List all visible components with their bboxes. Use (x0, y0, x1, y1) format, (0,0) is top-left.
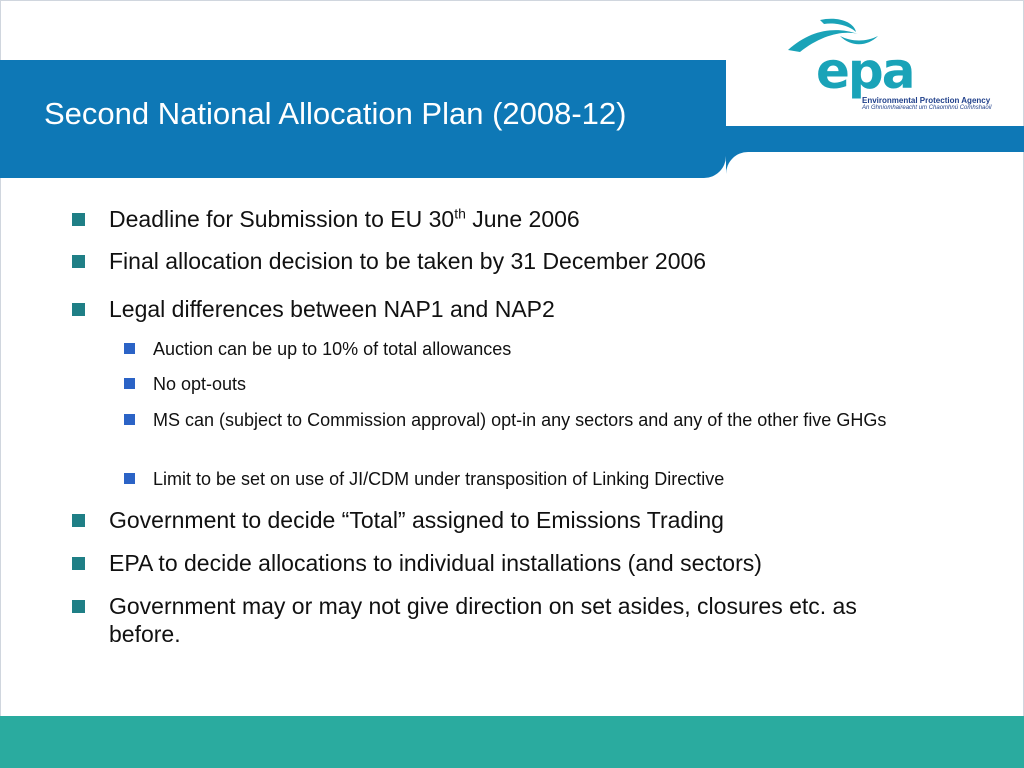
subbullet-text: No opt-outs (153, 374, 247, 394)
logo-wordmark: epa (816, 42, 914, 100)
square-bullet-icon (72, 514, 85, 527)
subbullet-text: Limit to be set on use of JI/CDM under transposition of Linking Directive (153, 469, 725, 489)
bullet-legal-differences (72, 295, 555, 323)
bullet-deadline (72, 205, 580, 233)
square-bullet-icon (124, 414, 135, 425)
square-bullet-icon (124, 473, 135, 484)
square-bullet-icon (72, 213, 85, 226)
bullet-final-decision (72, 247, 706, 275)
square-bullet-icon (72, 600, 85, 613)
square-bullet-icon (72, 557, 85, 570)
square-bullet-icon (72, 303, 85, 316)
bullet-text: Legal differences between NAP1 and NAP2 (109, 296, 555, 322)
subbullet-no-opt-outs (124, 373, 246, 395)
bullet-text: Government to decide “Total” assigned to Emissions Trading (109, 507, 724, 533)
bullet-text: EPA to decide allocations to individual installations (and sectors) (109, 550, 762, 576)
logo-agency-name: Environmental Protection Agency (862, 96, 991, 105)
footer-band (0, 716, 1024, 768)
subbullet-ji-cdm-limit (124, 468, 724, 490)
bullet-epa-allocations (72, 549, 762, 577)
subbullet-text: Auction can be up to 10% of total allowances (153, 339, 512, 359)
bullet-government-total (72, 506, 724, 534)
logo-agency-name-irish: An Ghníomhaireacht um Chaomhnú Comhshaoil (862, 105, 992, 111)
bullet-text: Deadline for Submission to EU 30th June 2006 (109, 205, 580, 232)
subbullet-opt-in (124, 409, 924, 431)
square-bullet-icon (72, 255, 85, 268)
square-bullet-icon (124, 343, 135, 354)
subbullet-auction (124, 338, 511, 360)
subbullet-text: MS can (subject to Commission approval) opt-in any sectors and any of the other five GHGs (153, 410, 887, 430)
square-bullet-icon (124, 378, 135, 389)
bullet-text: Final allocation decision to be taken by 31 December 2006 (109, 248, 707, 274)
slide-title: Second National Allocation Plan (2008-12) (44, 96, 627, 131)
bullet-government-direction (72, 592, 912, 648)
bullet-text: Government may or may not give direction on set asides, closures etc. as before. (109, 593, 857, 647)
